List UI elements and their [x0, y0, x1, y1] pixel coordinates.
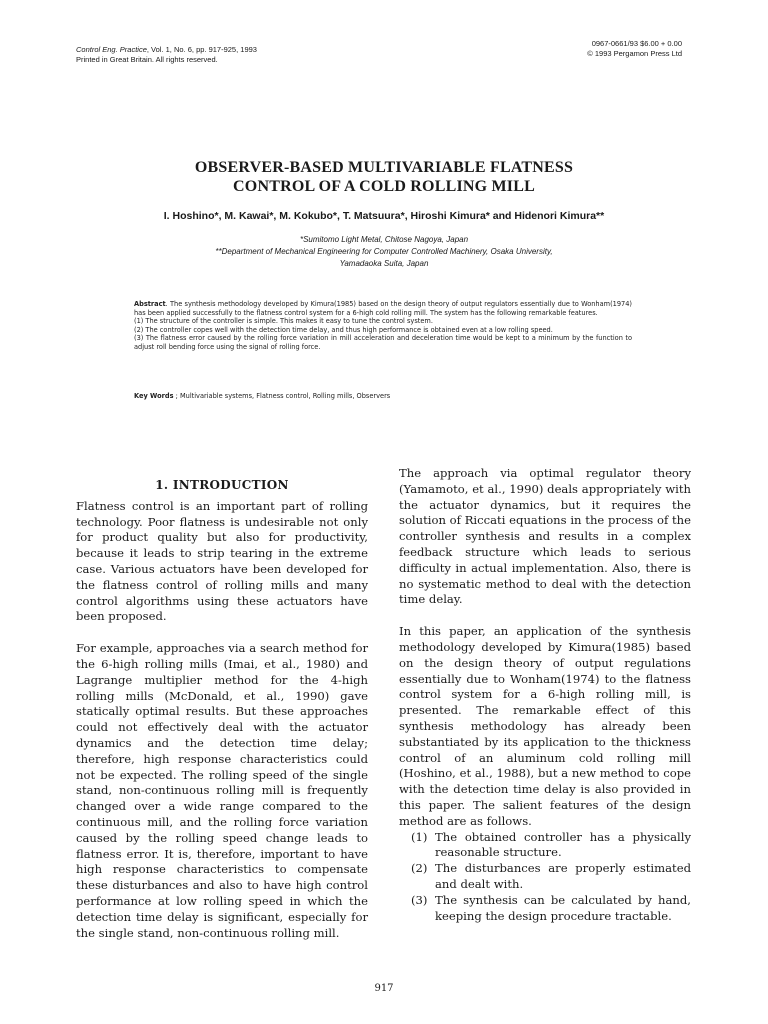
- right-column: [399, 466, 691, 924]
- intro-paragraph-4: In this paper, an application of the synthesis methodology developed by Kimura(1985) based on the design theory of output regulations essentially due to Wonham(1974) to the flatness control system for a 6-high rolling mill, is presented. The remarkable effect of this synthesis methodology has already been substantiated by its application to the thickness control of an aluminum cold rolling mill (Hoshino, et al., 1988), but a new method to cope with the detection time delay is also provided in this paper. The salient features of the design method are as follows.: [399, 624, 691, 828]
- intro-paragraph-3: The approach via optimal regulator theory (Yamamoto, et al., 1990) deals appropriately with the actuator dynamics, but it requires the solution of Riccati equations in the process of the controller synthesis and results in a complex feedback structure which leads to serious difficulty in actual implementation. Also, there is no systematic method to deal with the detection time delay.: [399, 466, 691, 607]
- affiliation-3: Yamadaoka Suita, Japan: [339, 259, 429, 268]
- abstract-item-2: (2) The controller copes well with the detection time delay, and thus high performance is obtained even at a low rolling speed.: [134, 325, 553, 334]
- journal-name: Control Eng. Practice: [76, 45, 147, 54]
- paper-title: [0, 158, 768, 196]
- title-line-2: CONTROL OF A COLD ROLLING MILL: [233, 178, 535, 195]
- left-column: [76, 478, 368, 941]
- publisher-header: [587, 39, 682, 59]
- abstract-item-3: (3) The flatness error caused by the rolling force variation in mill acceleration and deceleration time would be kept to a minimum by the function to adjust roll bending force using the signal of rolling force.: [134, 334, 632, 351]
- copyright: © 1993 Pergamon Press Ltd: [587, 49, 682, 58]
- page-number: 917: [374, 983, 394, 994]
- list-item: (1) The obtained controller has a physically reasonable structure.: [411, 829, 691, 860]
- abstract-item-1: (1) The structure of the controller is simple. This makes it easy to tune the control system.: [134, 317, 433, 326]
- keywords-label: Key Words: [134, 392, 174, 400]
- intro-paragraph-2: For example, approaches via a search method for the 6-high rolling mills (Imai, et al., 1980) and Lagrange multiplier method for the 4-high rolling mills (McDonald, et al., 1990) gave statically optimal results. But these approaches could not effectively deal with the actuator dynamics and the detection time delay; therefore, high response characteristics could not be expected. The rolling speed of the single stand, non-continuous rolling mill is frequently changed over a wide range compared to the continuous mill, and the rolling force variation caused by the rolling speed change leads to flatness error. It is, therefore, important to have high response characteristics to compensate these disturbances and also to have high control performance at low rolling speed in which the detection time delay is significant, especially for the single stand, non-continuous rolling mill.: [76, 641, 368, 940]
- keywords-text: ; Multivariable systems, Flatness control, Rolling mills, Observers: [173, 392, 391, 400]
- issn: 0967-0661/93 $6.00 + 0.00: [591, 39, 682, 48]
- intro-paragraph-1: Flatness control is an important part of rolling technology. Poor flatness is undesirable not only for product quality but also for productivity, because it leads to strip tearing in the extreme case. Various actuators have been developed for the flatness control of rolling mills and many control algorithms using these actuators have been proposed.: [76, 498, 368, 624]
- list-item: (3) The synthesis can be calculated by hand, keeping the design procedure tractable.: [411, 892, 691, 923]
- list-item: (2) The disturbances are properly estimated and dealt with.: [411, 861, 691, 891]
- affiliation-2: **Department of Mechanical Engineering for Computer Controlled Machinery, Osaka University,: [215, 247, 553, 256]
- affiliation-1: *Sumitomo Light Metal, Chitose Nagoya, Japan: [299, 235, 469, 244]
- title-line-1: OBSERVER-BASED MULTIVARIABLE FLATNESS: [194, 159, 574, 176]
- feature-list: [399, 830, 691, 925]
- journal-header: [76, 45, 257, 65]
- section-heading: 1. INTRODUCTION: [155, 478, 289, 492]
- printed-note: Printed in Great Britain. All rights reserved.: [76, 55, 218, 64]
- authors: I. Hoshino*, M. Kawai*, M. Kokubo*, T. Matsuura*, Hiroshi Kimura* and Hidenori Kimura**: [163, 210, 605, 222]
- abstract-text: . The synthesis methodology developed by Kimura(1985) based on the design theory of output regulators essentially due to Wonham(1974) has been applied successfully to the flatness control system for a 6-high cold rolling mill. The system has the following remarkable features.: [134, 300, 632, 317]
- keywords: [134, 392, 632, 401]
- abstract-label: Abstract: [134, 300, 166, 308]
- abstract: [134, 300, 632, 352]
- journal-citation: Control Eng. Practice, Vol. 1, No. 6, pp. 917-925, 1993: [76, 45, 257, 54]
